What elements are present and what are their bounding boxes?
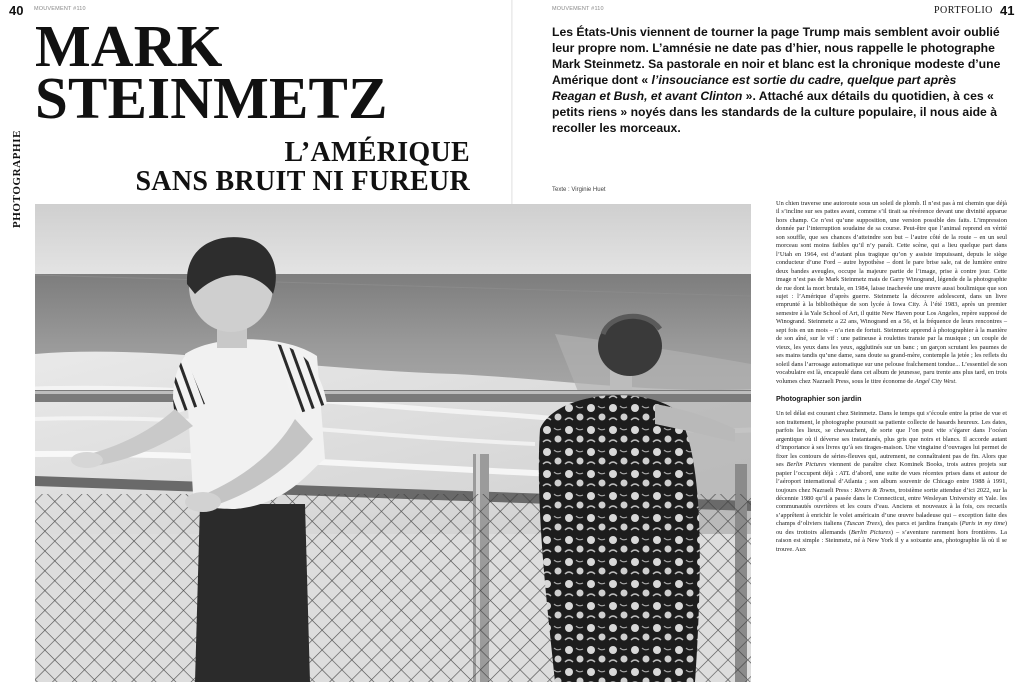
page-number-left: 40 [9,3,24,18]
subheading: Photographier son jardin [776,393,862,403]
book-title-angel-city-west: Angel City West [914,377,956,385]
book-title-berlin-pictures-2: Berlin Pictures [850,528,891,536]
running-head-right: MOUVEMENT #110 [552,6,604,12]
p2-text-a: Un tel délai est courant chez Steinmetz. Dans le temps qui s’écoule entre la prise de vue et son traitement, le photographe poursuit sa patiente collecte de hasards heureux. Les dates, parfois les lieux, se chevauchent, de sorte que l’on peut vite s’égarer dans l’océan argentique où il déverse ses instantanés, plus gris que noirs et blancs. Il accorde autant d’importance à ses livres qu’à ses tirages-maison. Une vingtaine d’ouvrages lui permet de fixer les contours de séries-fleuves qui, autrement, ne connaîtraient pas de fin. Alors que ses [776,410,1007,469]
author-credit: Texte : Virginie Huet [552,187,606,193]
book-title-berlin-pictures: Berlin Pictures [786,461,827,469]
p1-text: Un chien traverse une autoroute sous un soleil de plomb. Il n’est pas à mi chemin que déjà il s’incline sur ses pattes avant, comme s’il tirait sa révérence devant une divinité apparue hors champ. Ce n’est qu’une supposition, une version possible des faits. L’impression donnée par l’interruption soudaine de sa course. Peut-être que l’animal reprend en vérité son souffle, que ses chances d’atteindre son but – l’autre côté de la route – en un seul morceau sont moins faibles qu’il n’y paraît. Cette scène, qui a lieu quelque part dans l’Utah en 1964, est d’autant plus tragique qu’on y assiste impuissant, depuis le siège conducteur d’une Ford – autre hypothèse – dont le pare brise sale, rai de lumière entre deux bandes aveugles, occupe la majeure partie de l’image, prise à contre jour. Cette image n’est pas de Mark Steinmetz mais de Garry Winogrand, légende de la photographie de rue dont la mort brutale, en 1984, laisse inachevée une œuvre aussi boulimique que son sujet : l’Amérique d’après guerre. Steinmetz la découvre adolescent, dans un livre emprunté à la bibliothèque de son lycée à Iowa City. À l’été 1983, après un premier semestre à la Yale School of Art, il quitte New Haven pour Los Angeles, repère supposé de Winogrand. Steinmetz a 22 ans, Winogrand en a 56, et la fréquence de leurs rencontres – sept fois en un mois – n’a rien de fortuit. Steinmetz apprend à photographier à la manière de son aîné, sur le vif : une patineuse à roulettes transie par la musique ; un couple de vieux, les yeux dans les yeux, agglutinés sur un banc ; un garçon scrutant les paumes de ses mains tandis qu’une dame, sans doute sa grand-mère, contemple la jetée ; les reflets du soleil dans l’arrosage automatique sur une pelouse fraîchement tondue... L’essentiel de son vocabulaire est là, encapsulé dans cet album de jeunesse, paru trente ans plus tard, en trois volumes chez Nazraeli Press, sous le titre économe de [776,200,1007,385]
photo-illustration [35,204,751,682]
book-title-rivers-towns: Rivers & Towns [854,486,896,494]
lead-quote: l’insouciance est sortie du cadre, quelque part après Reagan et Bush, et avant Clinton [552,73,957,103]
running-head-left: MOUVEMENT #110 [34,6,86,12]
p2-text-e: ), des parcs et jardins français ( [879,520,962,528]
article-title [35,13,388,131]
photo-boy-grandmother-pier [35,204,751,682]
book-title-atl: ATL [839,469,850,477]
article-subtitle [110,138,470,196]
title-line-1: MARK [35,13,223,79]
p2-text-d: , troisième sortie attendue d’ici 2022, sur la décennie 1980 qu’il a passée dans le Connecticut, entre Wesleyan University et Yale. les communautés ouvrières et les cours d’eau. Anciens et nouveaux à la fois, ces recueils s’apprêtent à enrichir le volet américain d’une œuvre baladeuse qui – exception faite des champs d’oliviers italiens ( [776,486,1007,528]
p1-end: . [955,377,957,385]
book-title-tuscan-trees: Tuscan Trees [846,520,880,528]
p2-text-g: ) – s’aventure rarement hors frontières. La raison est simple : Steinmetz, né à New York il y a soixante ans, photographie là où il se trouve. Aux [776,528,1007,553]
section-label-text: PHOTOGRAPHIE [11,129,23,229]
article-lead [552,24,1002,136]
p2-text-f: ) ou des trottoirs allemands ( [776,520,1007,536]
book-title-paris: Paris in my time [961,520,1005,528]
page-number-right: 41 [1000,3,1015,18]
p2-text-b: viennent de paraître chez Kominek Books, trois autres projets sur papier l’occupent déjà : [776,461,1007,477]
lead-text-2: ». Attaché aux détails du quotidien, à ces « petits riens » noyés dans les standards de la culture populaire, il nous aide à recoller les morceaux. [552,89,997,135]
article-body [776,200,1007,554]
paragraph-2 [776,410,1007,554]
lead-text-1: Les États-Unis viennent de tourner la page Trump mais semblent avoir oublié leur propre nom. L’amnésie ne date pas d’hier, nous rappelle le photographe Mark Steinmetz. Sa pastorale en noir et blanc est la chronique modeste d’une Amérique dont « [552,25,1001,87]
subtitle-line-2: SANS BRUIT NI FUREUR [135,166,470,197]
title-line-2: STEINMETZ [35,65,388,131]
paragraph-1 [776,200,1007,386]
section-name: PORTFOLIO [934,5,993,16]
section-label [10,129,24,229]
subtitle-line-1: L’AMÉRIQUE [284,137,470,168]
p2-text-c: d’abord, une suite de vues récentes prises dans et autour de l’aéroport international d’Atlanta ; son album souvenir de Chicago entre 1988 à 1991, toujours chez Nazraeli Press : [776,469,1007,494]
